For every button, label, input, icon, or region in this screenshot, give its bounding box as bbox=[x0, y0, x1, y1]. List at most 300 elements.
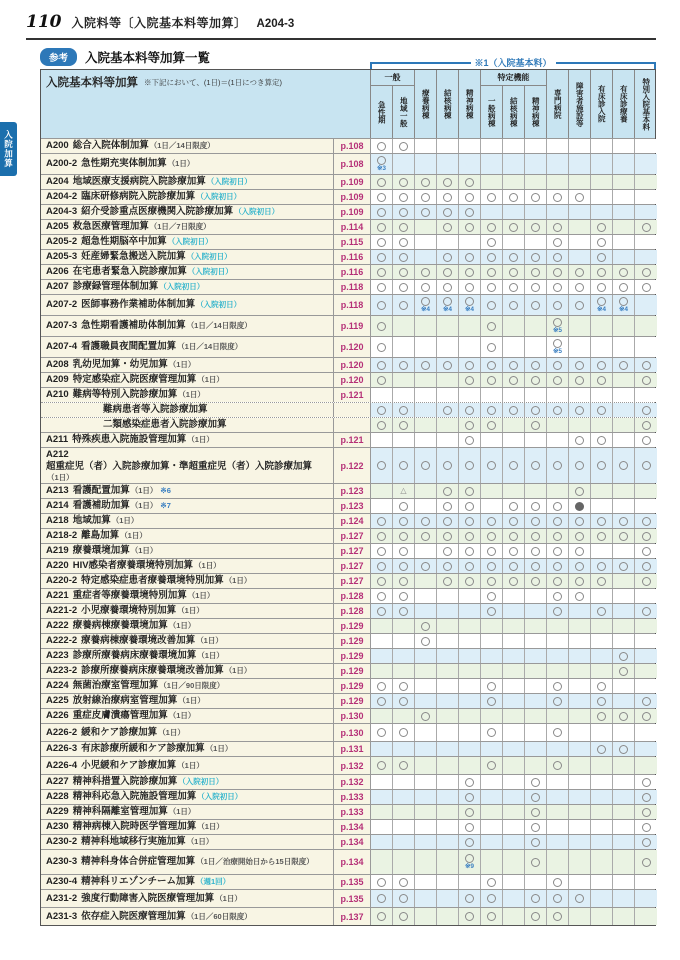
matrix-cell bbox=[481, 724, 503, 741]
row-paren-note: （1日） bbox=[177, 760, 204, 770]
circle-mark bbox=[642, 361, 651, 370]
matrix-cell bbox=[459, 619, 481, 633]
cell-footnote-ref: ※5 bbox=[552, 347, 563, 355]
matrix-cell bbox=[635, 709, 657, 723]
row-label bbox=[41, 358, 334, 372]
section-title: 入院料等〔入院基本料等加算〕 bbox=[71, 16, 247, 30]
matrix-cell bbox=[613, 664, 635, 678]
page-number: 110 bbox=[26, 12, 62, 32]
circle-mark bbox=[619, 652, 628, 661]
circle-mark bbox=[642, 823, 651, 832]
row-code: A230-2 bbox=[46, 836, 78, 848]
circle-mark bbox=[531, 193, 540, 202]
matrix-cell bbox=[635, 835, 657, 849]
matrix-cell bbox=[613, 337, 635, 357]
matrix-cell bbox=[371, 559, 393, 573]
matrix-cell bbox=[569, 220, 591, 234]
row-paren-note: （1日） bbox=[196, 636, 223, 646]
matrix-cell bbox=[415, 790, 437, 804]
matrix-cell bbox=[415, 358, 437, 372]
matrix-cell bbox=[591, 280, 613, 294]
matrix-cell bbox=[481, 448, 503, 483]
circle-mark bbox=[399, 461, 408, 470]
row-label bbox=[41, 139, 334, 153]
matrix-cell bbox=[415, 805, 437, 819]
table-row bbox=[41, 804, 655, 819]
circle-mark bbox=[619, 268, 628, 277]
circle-mark bbox=[487, 406, 496, 415]
table-row bbox=[41, 618, 655, 633]
page-reference: p.108 bbox=[334, 154, 371, 174]
matrix-cell bbox=[503, 890, 525, 907]
matrix-cell bbox=[635, 742, 657, 756]
matrix-cell bbox=[415, 619, 437, 633]
matrix-cell bbox=[613, 694, 635, 708]
row-name: 有床診療所緩和ケア診療加算 bbox=[81, 743, 205, 755]
matrix-cell bbox=[591, 373, 613, 387]
row-code: A210 bbox=[46, 389, 69, 401]
circle-mark bbox=[377, 461, 386, 470]
circle-mark bbox=[619, 297, 628, 306]
matrix-cell bbox=[569, 295, 591, 315]
page-reference: p.114 bbox=[334, 220, 371, 234]
matrix-cell bbox=[547, 316, 569, 336]
matrix-cell bbox=[481, 265, 503, 279]
circle-mark bbox=[642, 712, 651, 721]
matrix-cell bbox=[503, 875, 525, 889]
page-reference: p.109 bbox=[334, 205, 371, 219]
circle-mark bbox=[465, 487, 474, 496]
row-name: 強度行動障害入院医療管理加算 bbox=[81, 892, 215, 904]
matrix-cell bbox=[503, 139, 525, 153]
matrix-cell bbox=[613, 875, 635, 889]
circle-mark bbox=[399, 502, 408, 511]
circle-mark bbox=[553, 193, 562, 202]
matrix-cell bbox=[481, 418, 503, 432]
matrix-cell bbox=[459, 757, 481, 774]
row-code: A221-2 bbox=[46, 605, 78, 617]
matrix-cell bbox=[635, 316, 657, 336]
matrix-cell bbox=[591, 205, 613, 219]
matrix-cell bbox=[459, 604, 481, 618]
row-code: A222 bbox=[46, 620, 69, 632]
matrix-cell bbox=[591, 295, 613, 315]
matrix-cell bbox=[371, 418, 393, 432]
circle-mark bbox=[377, 223, 386, 232]
matrix-cell bbox=[569, 709, 591, 723]
row-paren-note: （1日） bbox=[178, 390, 205, 400]
matrix-cell bbox=[525, 448, 547, 483]
column-header: 有床診療養 bbox=[613, 70, 635, 138]
matrix-cell bbox=[591, 775, 613, 789]
matrix-cell bbox=[459, 574, 481, 588]
row-code: A218-2 bbox=[46, 530, 78, 542]
matrix-cell bbox=[613, 175, 635, 189]
circle-mark bbox=[377, 238, 386, 247]
circle-mark bbox=[399, 728, 408, 737]
circle-mark bbox=[399, 697, 408, 706]
circle-mark bbox=[399, 283, 408, 292]
row-label bbox=[41, 619, 334, 633]
matrix-cell bbox=[525, 190, 547, 204]
row-label bbox=[41, 316, 334, 336]
circle-mark bbox=[575, 436, 584, 445]
column-header: 地域一般 bbox=[393, 86, 415, 138]
row-label bbox=[41, 604, 334, 618]
circle-mark bbox=[531, 838, 540, 847]
matrix-cell bbox=[613, 757, 635, 774]
matrix-cell bbox=[503, 574, 525, 588]
circle-mark bbox=[531, 577, 540, 586]
matrix-cell bbox=[613, 820, 635, 834]
circle-mark bbox=[465, 361, 474, 370]
matrix-cell bbox=[569, 373, 591, 387]
circle-mark bbox=[575, 301, 584, 310]
circle-mark bbox=[421, 178, 430, 187]
row-code: A226 bbox=[46, 710, 69, 722]
cell-footnote-ref: ※3 bbox=[376, 164, 387, 172]
matrix-cell bbox=[371, 190, 393, 204]
cell-footnote-ref: ※9 bbox=[464, 862, 475, 870]
circle-mark bbox=[465, 406, 474, 415]
matrix-cell bbox=[393, 850, 415, 874]
matrix-cell bbox=[613, 790, 635, 804]
matrix-cell bbox=[525, 664, 547, 678]
matrix-cell bbox=[437, 154, 459, 174]
matrix-cell bbox=[371, 574, 393, 588]
column-header: 特別入院基本料 bbox=[641, 77, 651, 131]
circle-mark bbox=[642, 697, 651, 706]
row-label bbox=[41, 175, 334, 189]
circle-mark bbox=[377, 178, 386, 187]
row-paren-note: （1日） bbox=[168, 621, 196, 631]
matrix-cell bbox=[393, 154, 415, 174]
circle-mark bbox=[399, 607, 408, 616]
matrix-cell bbox=[569, 205, 591, 219]
matrix-cell bbox=[437, 484, 459, 498]
matrix-cell bbox=[481, 664, 503, 678]
matrix-cell bbox=[503, 295, 525, 315]
circle-mark bbox=[377, 406, 386, 415]
row-label bbox=[41, 742, 334, 756]
circle-mark bbox=[509, 502, 518, 511]
matrix-cell bbox=[547, 790, 569, 804]
page-reference: p.109 bbox=[334, 175, 371, 189]
row-label bbox=[41, 154, 334, 174]
matrix-cell bbox=[569, 820, 591, 834]
matrix-cell bbox=[415, 908, 437, 925]
matrix-cell bbox=[481, 679, 503, 693]
matrix-cell bbox=[547, 724, 569, 741]
matrix-cell bbox=[437, 316, 459, 336]
matrix-cell bbox=[393, 175, 415, 189]
matrix-cell bbox=[415, 484, 437, 498]
circle-mark bbox=[509, 268, 518, 277]
matrix-cell bbox=[393, 139, 415, 153]
matrix-cell bbox=[569, 544, 591, 558]
row-paren-note: （1日／90日限度） bbox=[159, 681, 225, 691]
circle-mark bbox=[575, 547, 584, 556]
matrix-cell bbox=[591, 679, 613, 693]
row-name: 精神科応急入院施設管理加算 bbox=[72, 791, 197, 803]
matrix-cell bbox=[635, 875, 657, 889]
cell-footnote-ref: ※5 bbox=[552, 326, 563, 334]
matrix-cell bbox=[635, 805, 657, 819]
circle-mark bbox=[597, 283, 606, 292]
row-label bbox=[41, 890, 334, 907]
matrix-cell bbox=[547, 544, 569, 558]
circle-mark bbox=[553, 761, 562, 770]
matrix-cell bbox=[459, 220, 481, 234]
matrix-cell bbox=[393, 235, 415, 249]
circle-mark bbox=[465, 208, 474, 217]
circle-mark bbox=[509, 547, 518, 556]
matrix-cell bbox=[591, 664, 613, 678]
matrix-cell bbox=[635, 358, 657, 372]
page-reference: p.127 bbox=[334, 529, 371, 543]
matrix-cell bbox=[371, 373, 393, 387]
matrix-cell bbox=[503, 724, 525, 741]
row-code: A205 bbox=[46, 221, 69, 233]
matrix-cell bbox=[393, 337, 415, 357]
matrix-cell bbox=[525, 709, 547, 723]
matrix-cell bbox=[393, 908, 415, 925]
row-label bbox=[41, 820, 334, 834]
matrix-cell bbox=[547, 589, 569, 603]
matrix-cell bbox=[547, 649, 569, 663]
circle-mark bbox=[377, 156, 386, 165]
matrix-cell bbox=[393, 820, 415, 834]
matrix-cell bbox=[591, 358, 613, 372]
matrix-cell bbox=[393, 890, 415, 907]
circle-mark bbox=[619, 562, 628, 571]
table-row bbox=[41, 294, 655, 315]
matrix-cell bbox=[503, 433, 525, 447]
corner-note: ※下記において、(1日)＝(1日につき算定) bbox=[144, 78, 283, 87]
matrix-cell bbox=[569, 139, 591, 153]
matrix-cell bbox=[481, 175, 503, 189]
matrix-cell bbox=[547, 403, 569, 417]
circle-mark bbox=[465, 461, 474, 470]
circle-mark bbox=[642, 838, 651, 847]
matrix-cell bbox=[415, 875, 437, 889]
matrix-cell bbox=[569, 850, 591, 874]
matrix-cell bbox=[569, 875, 591, 889]
matrix-cell bbox=[371, 694, 393, 708]
matrix-cell bbox=[503, 418, 525, 432]
table-row bbox=[41, 483, 655, 498]
matrix-cell bbox=[371, 265, 393, 279]
matrix-cell bbox=[415, 499, 437, 513]
matrix-cell bbox=[635, 890, 657, 907]
matrix-cell bbox=[393, 679, 415, 693]
circle-mark bbox=[377, 421, 386, 430]
circle-mark bbox=[399, 562, 408, 571]
matrix-cell bbox=[371, 908, 393, 925]
matrix-cell bbox=[459, 850, 481, 874]
circle-mark bbox=[399, 532, 408, 541]
matrix-cell bbox=[547, 875, 569, 889]
row-code: A208 bbox=[46, 359, 69, 371]
table-row bbox=[41, 189, 655, 204]
row-label bbox=[41, 484, 334, 498]
circle-mark bbox=[531, 268, 540, 277]
matrix-cell bbox=[591, 908, 613, 925]
circle-mark bbox=[377, 562, 386, 571]
matrix-cell bbox=[415, 373, 437, 387]
matrix-cell bbox=[481, 205, 503, 219]
table-row bbox=[41, 372, 655, 387]
row-footnote-ref: ※6 bbox=[160, 486, 171, 496]
matrix-cell bbox=[525, 265, 547, 279]
row-name: 急性期充実体制加算 bbox=[81, 158, 167, 170]
matrix-cell bbox=[437, 250, 459, 264]
matrix-cell bbox=[525, 418, 547, 432]
table-grid bbox=[40, 69, 656, 926]
matrix-cell bbox=[371, 589, 393, 603]
circle-mark bbox=[619, 361, 628, 370]
circle-mark bbox=[597, 517, 606, 526]
page-reference: p.129 bbox=[334, 664, 371, 678]
corner-header-cell bbox=[41, 70, 371, 138]
circle-mark bbox=[597, 697, 606, 706]
cell-footnote-ref: ※4 bbox=[596, 305, 607, 313]
matrix-cell bbox=[481, 529, 503, 543]
matrix-cell bbox=[459, 175, 481, 189]
matrix-cell bbox=[437, 649, 459, 663]
matrix-cell bbox=[371, 139, 393, 153]
circle-mark bbox=[465, 268, 474, 277]
circle-mark bbox=[487, 697, 496, 706]
matrix-cell bbox=[459, 805, 481, 819]
page-reference: p.119 bbox=[334, 316, 371, 336]
page-reference: p.118 bbox=[334, 295, 371, 315]
row-name: 地域加算 bbox=[72, 515, 111, 527]
matrix-cell bbox=[635, 694, 657, 708]
circle-mark bbox=[619, 461, 628, 470]
matrix-cell bbox=[371, 850, 393, 874]
matrix-cell bbox=[547, 820, 569, 834]
matrix-cell bbox=[591, 742, 613, 756]
matrix-cell bbox=[525, 484, 547, 498]
matrix-cell bbox=[459, 388, 481, 402]
matrix-cell bbox=[481, 235, 503, 249]
matrix-cell bbox=[525, 373, 547, 387]
matrix-cell bbox=[525, 154, 547, 174]
row-name: 小児療養環境特別加算 bbox=[81, 605, 177, 617]
matrix-cell bbox=[525, 280, 547, 294]
page-reference: p.120 bbox=[334, 373, 371, 387]
row-label bbox=[41, 433, 334, 447]
row-name: 精神科リエゾンチーム加算 bbox=[81, 876, 195, 888]
row-name: 精神病棟入院時医学管理加算 bbox=[72, 821, 197, 833]
circle-mark bbox=[553, 878, 562, 887]
circle-mark bbox=[487, 532, 496, 541]
matrix-cell bbox=[371, 484, 393, 498]
matrix-cell bbox=[547, 433, 569, 447]
section-code: A204-3 bbox=[256, 18, 295, 30]
matrix-cell bbox=[635, 265, 657, 279]
matrix-cell bbox=[635, 388, 657, 402]
matrix-cell bbox=[569, 742, 591, 756]
matrix-cell bbox=[415, 220, 437, 234]
matrix-cell bbox=[415, 890, 437, 907]
matrix-cell bbox=[503, 373, 525, 387]
matrix-cell bbox=[547, 634, 569, 648]
circle-mark bbox=[487, 253, 496, 262]
circle-mark bbox=[399, 912, 408, 921]
matrix-cell bbox=[459, 403, 481, 417]
matrix-cell bbox=[591, 694, 613, 708]
matrix-cell bbox=[569, 619, 591, 633]
matrix-cell bbox=[393, 190, 415, 204]
column-header: 結核病棟 bbox=[503, 86, 525, 138]
row-label bbox=[41, 790, 334, 804]
circle-mark bbox=[509, 283, 518, 292]
circle-mark bbox=[377, 878, 386, 887]
circle-mark bbox=[553, 461, 562, 470]
page-reference: p.132 bbox=[334, 775, 371, 789]
cell-footnote-ref: ※4 bbox=[618, 305, 629, 313]
matrix-cell bbox=[481, 850, 503, 874]
circle-mark bbox=[443, 577, 452, 586]
matrix-cell bbox=[591, 337, 613, 357]
matrix-cell bbox=[437, 529, 459, 543]
circle-mark bbox=[597, 461, 606, 470]
matrix-cell bbox=[393, 544, 415, 558]
circle-mark bbox=[619, 283, 628, 292]
matrix-cell bbox=[613, 679, 635, 693]
circle-mark bbox=[553, 607, 562, 616]
row-code: A206 bbox=[46, 266, 69, 278]
row-paren-note: （1日） bbox=[168, 807, 196, 817]
matrix-cell bbox=[635, 154, 657, 174]
row-name: 特定感染症患者療養環境特別加算 bbox=[81, 575, 224, 587]
circle-mark bbox=[575, 361, 584, 370]
page-reference: p.129 bbox=[334, 694, 371, 708]
matrix-cell bbox=[525, 295, 547, 315]
page-reference: p.134 bbox=[334, 850, 371, 874]
table-row bbox=[41, 874, 655, 889]
matrix-cell bbox=[547, 265, 569, 279]
row-name: 療養病棟療養環境加算 bbox=[72, 620, 168, 632]
circle-mark bbox=[377, 142, 386, 151]
matrix-cell bbox=[591, 589, 613, 603]
matrix-cell bbox=[635, 619, 657, 633]
circle-mark bbox=[443, 208, 452, 217]
matrix-cell bbox=[393, 724, 415, 741]
row-paren-note: （1日） bbox=[215, 893, 242, 903]
matrix-cell bbox=[371, 388, 393, 402]
matrix-cell bbox=[547, 908, 569, 925]
matrix-cell bbox=[437, 908, 459, 925]
matrix-cell bbox=[371, 220, 393, 234]
column-headers bbox=[371, 70, 657, 138]
matrix-cell bbox=[393, 634, 415, 648]
circle-mark bbox=[642, 607, 651, 616]
circle-mark bbox=[487, 562, 496, 571]
circle-mark bbox=[553, 697, 562, 706]
circle-mark bbox=[642, 268, 651, 277]
matrix-cell bbox=[437, 388, 459, 402]
matrix-cell bbox=[525, 634, 547, 648]
matrix-cell bbox=[393, 514, 415, 528]
row-label bbox=[41, 337, 334, 357]
matrix-cell bbox=[393, 403, 415, 417]
matrix-cell bbox=[371, 775, 393, 789]
matrix-cell bbox=[635, 604, 657, 618]
matrix-cell bbox=[459, 280, 481, 294]
